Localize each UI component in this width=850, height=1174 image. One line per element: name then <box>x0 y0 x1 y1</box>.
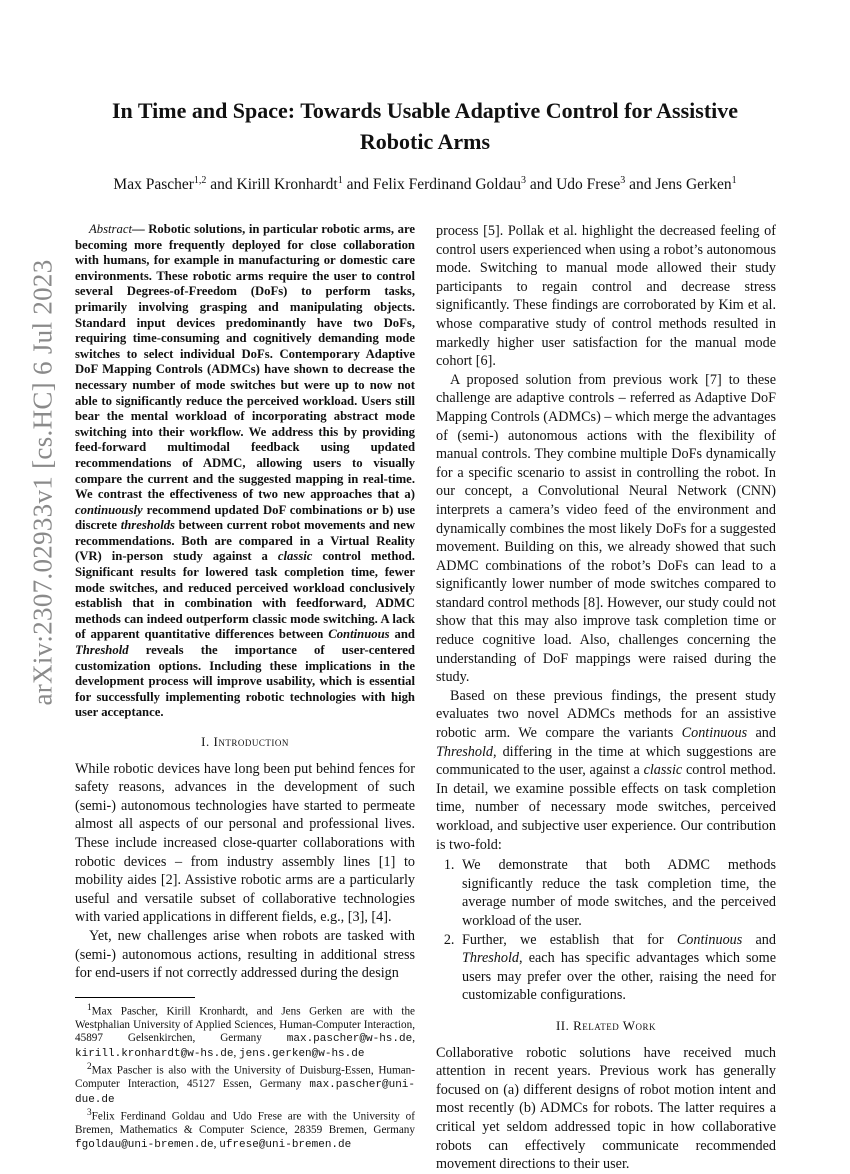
author-separator: and <box>625 176 656 194</box>
footnote-text: Max Pascher, Kirill Kronhardt, and Jens Gerken are with the Westphalian University of Applied Sciences, Human-Computer Interaction, 45897 Gelsenkirchen, Germany <box>75 1005 415 1045</box>
italic-term: Threshold <box>462 950 520 967</box>
email-link[interactable]: kirill.kronhardt@w-hs.de <box>75 1047 234 1060</box>
arxiv-stamp <box>20 258 66 706</box>
italic-term: Continuous <box>681 725 748 742</box>
email-link[interactable]: fgoldau@uni-bremen.de <box>75 1138 214 1151</box>
paragraph: While robotic devices have long been put behind fences for safety reasons, advances in the development of such (semi-) autonomous technologies have started to permeate almost all aspects of our personal and professional lives. These include increased close-quarter collaborations with robotic devices – from industry assembly lines [1] to mobility aides [2]. Assistive robotic arms are a particularly useful and versatile subset of collaborative technologies with varied applications in different fields, e.g., [3], [4]. <box>75 760 415 926</box>
list-item <box>458 931 776 1005</box>
footnote-mark: 1 <box>87 1002 92 1013</box>
text-run: and <box>747 725 776 742</box>
email-link[interactable]: max.pascher@w-hs.de <box>286 1033 413 1046</box>
affiliation-mark: 3 <box>520 175 526 186</box>
abstract-keyword: classic <box>277 549 313 564</box>
left-column <box>75 222 415 1152</box>
paragraph: A proposed solution from previous work [7] to these challenge are adaptive controls – referred as Adaptive DoF Mapping Controls (ADMCs) – which merge the advantages of (semi-) autonomous actions with the flexibility of manual controls. They combine multiple DoFs dynamically for a specific scenario to assist in controlling the robot. In our concept, a Convolutional Neural Network (CNN) interprets a camera’s video feed of the environment and dynamically combines the most likely DoFs for a suggested movement. Building on this, we already showed that such ADMC combinations of the robot’s DoFs can lead to a significantly lower number of mode switches compared to standard control methods [8]. However, our study could not show that this may also improve task completion time or reduce cognitive load. Also, challenges concerning the understanding of DoF mappings were raised during the study. <box>436 371 776 686</box>
contribution-list <box>436 856 776 1005</box>
author-name: Felix Ferdinand Goldau <box>372 176 521 194</box>
section-heading-related-work: II. Related Work <box>555 1017 657 1033</box>
paragraph: Collaborative robotic solutions have received much attention in recent years. Previous work has generally focused on (a) different designs of robot motion intent and most recently (b) ADMCs for robots. The latter requires a critical yet seldom addressed topic in how collaborative robots can effectively communicate recommended movement directions to their user. <box>436 1044 776 1173</box>
author-name: Max Pascher <box>113 176 194 194</box>
text-run: control method. In detail, we examine possible effects on task completion time, number of necessary mode switches, perceived workload, and subjective user experience. Our contribution is two-fold: <box>436 762 776 853</box>
paragraph: Yet, new challenges arise when robots are tasked with (semi-) autonomous actions, resulting in additional stress for end-users if not correctly addressed during the design <box>75 927 415 982</box>
affiliation-mark: 1 <box>337 175 343 186</box>
footnote-text: Max Pascher is also with the University of Duisburg-Essen, Human-Computer Interaction, 45127 Essen, Germany <box>75 1064 415 1091</box>
footnotes <box>75 997 415 1152</box>
footnote-mark: 3 <box>87 1108 92 1119</box>
abstract-text: control method. Significant results for lowered task completion time, fewer mode switches, and reduced perceived workload conclusively establish that in combination with feedforward, ADMC methods can indeed outperform classic mode switching. A lack of apparent quantitative differences between <box>75 549 415 642</box>
abstract-keyword: thresholds <box>120 518 175 533</box>
footnote-mark: 2 <box>87 1062 92 1073</box>
author-separator: and <box>206 176 237 194</box>
affiliation-mark: 3 <box>620 175 626 186</box>
text-run: , differing in the time at which suggestions are communicated to the user, against a <box>436 743 776 779</box>
footnote: $^3$Felix Ferdinand Goldau and Udo Frese are with the University of Bremen, Mathematics & Computer Science, 28359 Bremen, Germany fgoldau@uni-bremen.de, ufrese@uni-bremen.de <box>75 1108 415 1151</box>
email-link[interactable]: ufrese@uni-bremen.de <box>219 1138 352 1151</box>
text-run: and <box>742 931 776 948</box>
abstract-keyword: Threshold <box>75 643 129 658</box>
italic-term: Threshold <box>436 743 494 760</box>
author-name: Udo Frese <box>556 176 621 194</box>
paper-title: In Time and Space: Towards Usable Adaptive Control for Assistive Robotic Arms <box>111 98 739 154</box>
text-run: Further, we establish that for <box>462 931 677 948</box>
abstract-label: Abstract <box>89 222 132 236</box>
abstract-text: reveals the importance of user-centered customization options. Including these implications in the development process will improve usability, which is essential for successfully implementing robotic technologies with high user acceptance. <box>75 643 415 720</box>
footnote: $^1$Max Pascher, Kirill Kronhardt, and Jens Gerken are with the Westphalian University of Applied Sciences, Human-Computer Interaction, 45897 Gelsenkirchen, Germany max.pascher@w-hs.de, kirill.kronhardt@w-hs.de, jens.gerken@w-hs.de <box>75 1002 415 1060</box>
affiliation-mark: 1,2 <box>193 175 207 186</box>
abstract-text: recommend updated DoF combinations or b) use discrete <box>75 502 415 533</box>
abstract-text: between current robot movements and new recommendations. Both are compared in a Virtual Reality (VR) in-person study against a <box>75 518 415 564</box>
author-name: Jens Gerken <box>655 176 732 194</box>
author-separator: and <box>525 176 557 194</box>
arxiv-stamp-text: arXiv:2307.02933v1 [cs.HC] 6 Jul 2023 <box>27 258 58 706</box>
right-column <box>436 222 776 1174</box>
author-separator: and <box>342 176 373 194</box>
email-link[interactable]: jens.gerken@w-hs.de <box>239 1047 365 1060</box>
text-run: , each has specific advantages which some users may prefer over the other, raising the need for customizable configurations. <box>462 950 776 1004</box>
abstract <box>75 222 415 721</box>
abstract-keyword: continuously <box>75 502 143 517</box>
email-link[interactable]: max.pascher@uni-due.de <box>75 1079 415 1106</box>
footnote <box>75 1061 415 1107</box>
section-heading-introduction: I. Introduction <box>201 734 289 749</box>
author-name: Kirill Kronhardt <box>236 176 338 194</box>
footnote-text: Felix Ferdinand Goldau and Udo Frese are with the University of Bremen, Mathematics & Computer Science, 28359 Bremen, Germany <box>75 1110 415 1137</box>
text-run: Based on these previous findings, the present study evaluates two novel ADMCs methods for an assistive robotic arm. We compare the variants <box>436 687 776 742</box>
abstract-dash: — <box>132 222 149 236</box>
abstract-text: Robotic solutions, in particular robotic arms, are becoming more frequently deployed for close collaboration with humans, for example in manufacturing or domestic care environments. These robotic arms require the user to control several Degrees-of-Freedom (DoFs) to perform tasks, primarily involving grasping and manipulating objects. Standard input devices predominantly have two DoFs, requiring time-consuming and cognitively demanding mode switches to select individual DoFs. Contemporary Adaptive DoF Mapping Controls (ADMCs) have shown to decrease the necessary number of mode switches but were up to now not able to significantly reduce the perceived workload. Users still bear the mental workload of incorporating abstract mode switching into their workflow. We address this by providing feed-forward multimodal feedback using updated recommendations of ADMC, allowing users to visually compare the current and the suggested mapping in real-time. We contrast the effectiveness of two new approaches that a) <box>75 222 415 502</box>
affiliation-mark: 1 <box>731 175 737 186</box>
paragraph <box>436 687 776 854</box>
abstract-text: and <box>389 627 415 642</box>
list-item: 1. We demonstrate that both ADMC methods significantly reduce the task completion time, the average number of mode switches, and the perceived workload of the user. <box>458 856 776 930</box>
footnote-divider <box>75 997 195 998</box>
italic-term: Continuous <box>676 931 743 948</box>
paragraph: process [5]. Pollak et al. highlight the decreased feeling of control users experienced when using a robot’s autonomous mode. Switching to manual mode allowed their study participants to regain control and decrease stress significantly. These findings are corroborated by Kim et al. whose comparative study of control methods resulted in markedly higher user satisfaction for the manual mode cohort [6]. <box>436 223 776 370</box>
author-list <box>60 175 790 194</box>
italic-term: classic <box>643 762 683 779</box>
abstract-keyword: Continuous <box>328 627 390 642</box>
